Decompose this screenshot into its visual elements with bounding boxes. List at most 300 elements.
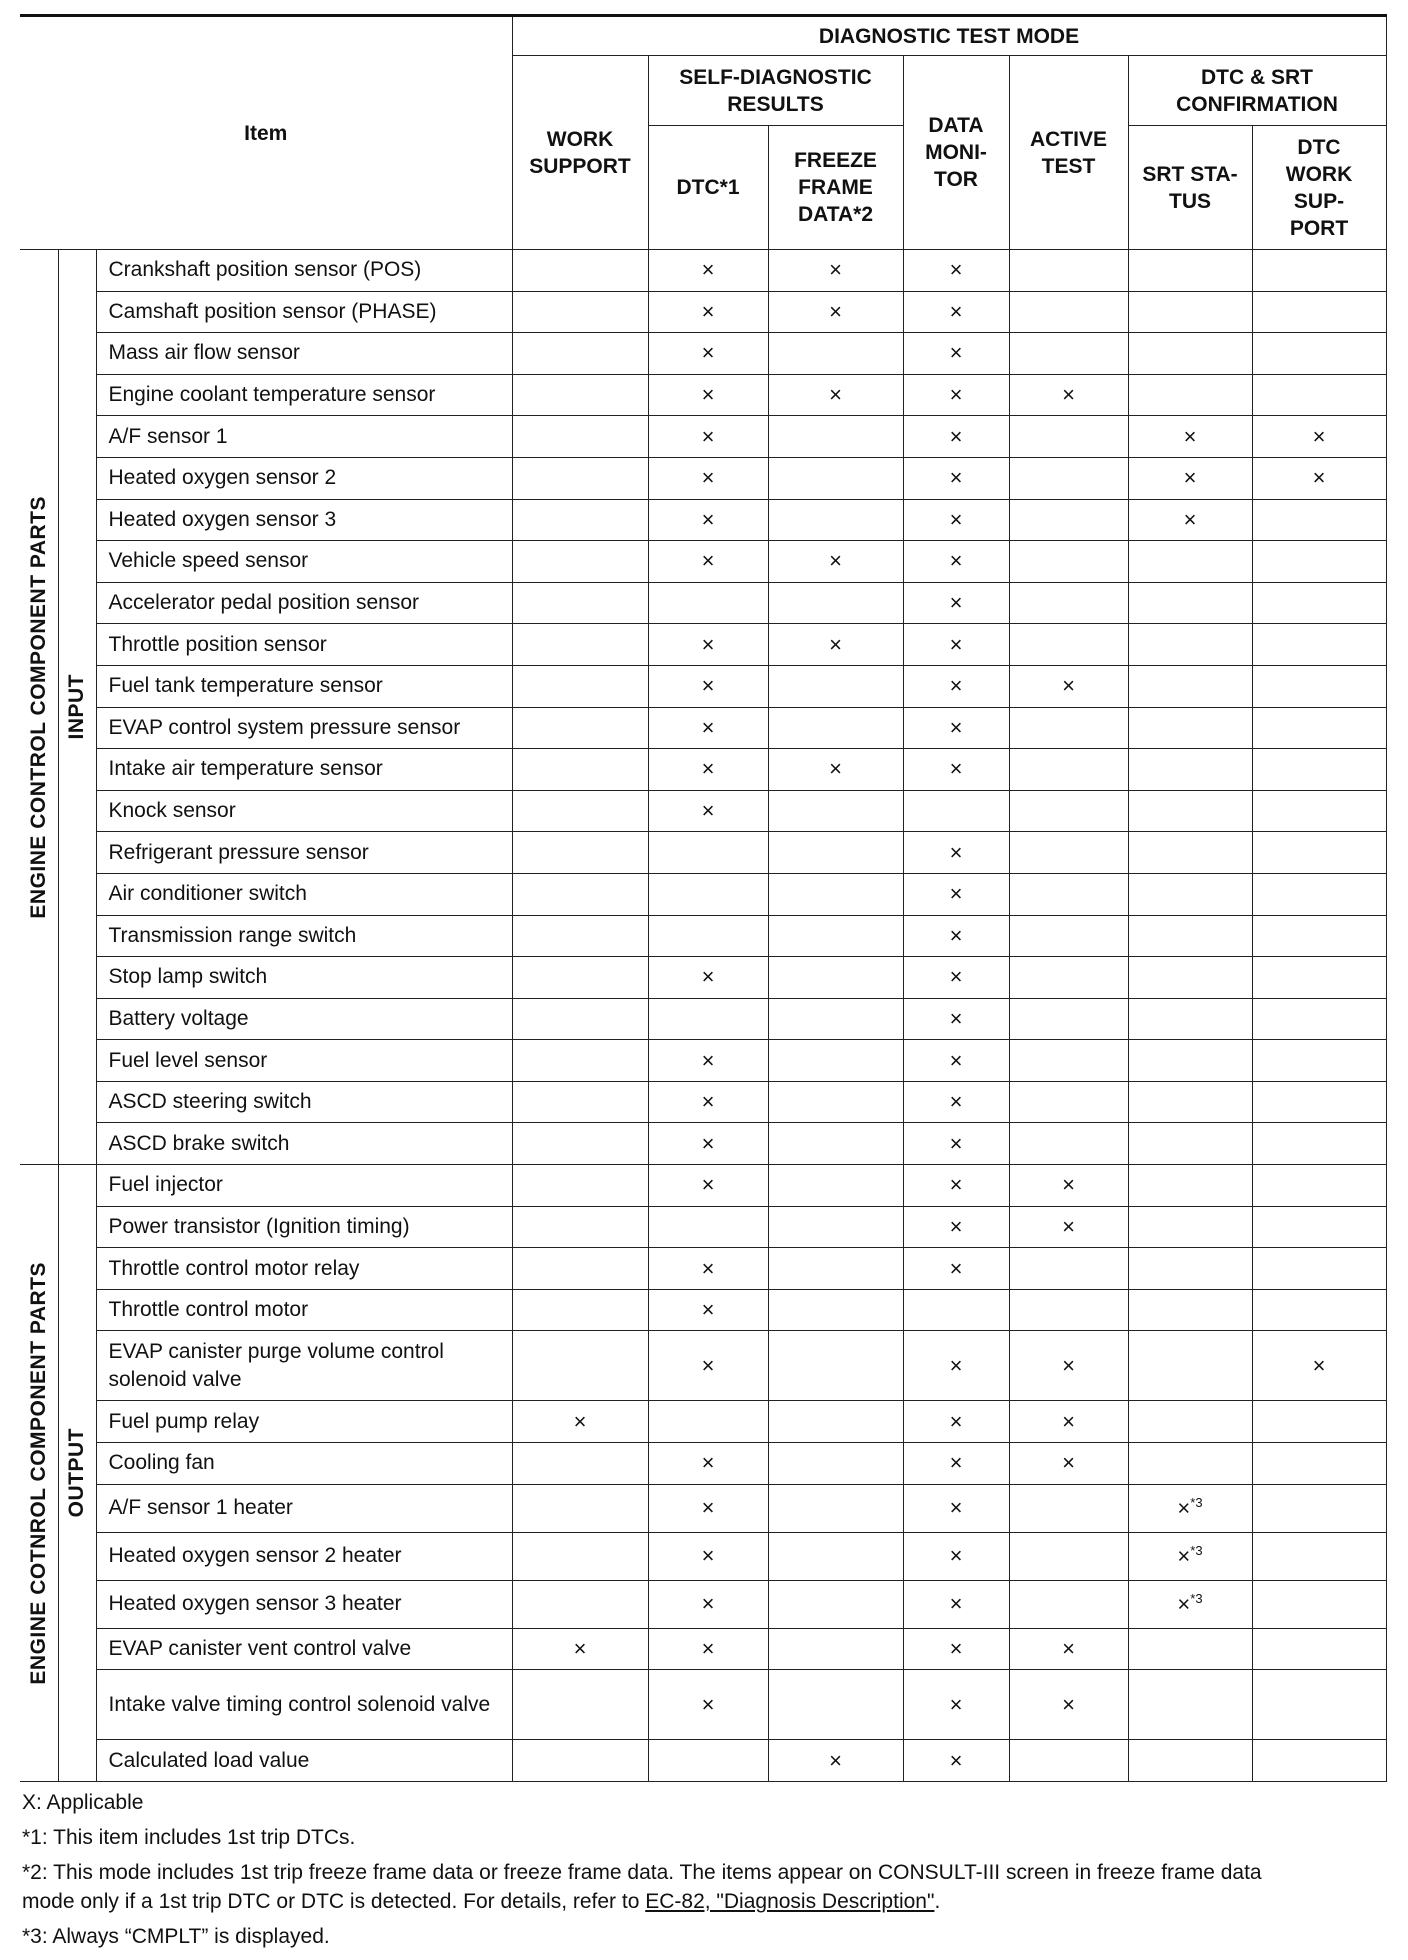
dtc-cell: ×: [648, 665, 768, 707]
active-test-cell: [1009, 624, 1128, 666]
dtc-cell: ×: [648, 1289, 768, 1331]
dtc-cell: [648, 832, 768, 874]
dtc-work-support-cell: [1252, 582, 1386, 624]
freeze-frame-data-cell: [768, 1628, 903, 1670]
data-monitor-cell: ×: [903, 1532, 1009, 1580]
dtc-cell: [648, 582, 768, 624]
data-monitor-cell: ×: [903, 707, 1009, 749]
active-test-cell: [1009, 957, 1128, 999]
active-test-cell: [1009, 291, 1128, 333]
item-name: Calculated load value: [96, 1740, 512, 1782]
data-monitor-cell: ×: [903, 1484, 1009, 1532]
item-name: Accelerator pedal position sensor: [96, 582, 512, 624]
freeze-frame-data-cell: ×: [768, 1740, 903, 1782]
freeze-frame-data-cell: [768, 1401, 903, 1443]
active-test-cell: [1009, 1289, 1128, 1331]
active-test-cell: ×: [1009, 1628, 1128, 1670]
work-support-cell: [512, 873, 648, 915]
note-2: *2: This mode includes 1st trip freeze frame data or freeze frame data. The items appear on CONSULT-III screen in freeze frame data mode only if a 1st trip DTC or DTC is detected. For details, refer to EC-82, "Diagnosis Description".: [22, 1861, 1262, 1913]
dtc-cell: ×: [648, 1532, 768, 1580]
active-test-cell: [1009, 1484, 1128, 1532]
work-support-cell: [512, 499, 648, 541]
active-test-cell: ×: [1009, 1670, 1128, 1740]
freeze-frame-data-cell: [768, 1123, 903, 1165]
item-name: Heated oxygen sensor 3 heater: [96, 1580, 512, 1628]
item-name: Vehicle speed sensor: [96, 541, 512, 583]
dtc-cell: ×: [648, 333, 768, 375]
table-row: [20, 291, 1386, 333]
srt-status-cell: [1128, 291, 1252, 333]
header-dtc: DTC*1: [648, 126, 768, 250]
data-monitor-cell: ×: [903, 1206, 1009, 1248]
srt-status-cell: [1128, 1443, 1252, 1485]
srt-status-cell: ×$^{*3}$: [1128, 1532, 1252, 1580]
active-test-cell: [1009, 416, 1128, 458]
dtc-work-support-cell: [1252, 873, 1386, 915]
subgroup-label: INPUT: [58, 250, 96, 1165]
dtc-work-support-cell: [1252, 1123, 1386, 1165]
dtc-work-support-cell: [1252, 1289, 1386, 1331]
active-test-cell: ×: [1009, 374, 1128, 416]
work-support-cell: [512, 957, 648, 999]
freeze-frame-data-cell: [768, 1040, 903, 1082]
table-row: [20, 1248, 1386, 1290]
freeze-frame-data-cell: [768, 1532, 903, 1580]
item-name: Intake valve timing control solenoid valve: [96, 1670, 512, 1740]
note-applicable: X: Applicable: [22, 1791, 144, 1814]
dtc-cell: ×: [648, 957, 768, 999]
dtc-work-support-cell: [1252, 1165, 1386, 1207]
dtc-cell: ×: [648, 707, 768, 749]
dtc-work-support-cell: [1252, 1740, 1386, 1782]
item-name: Mass air flow sensor: [96, 333, 512, 375]
dtc-work-support-cell: [1252, 832, 1386, 874]
work-support-cell: ×: [512, 1401, 648, 1443]
header-srt-status: SRT STA- TUS: [1128, 126, 1252, 250]
header-dtc-work-support: DTC WORK SUP- PORT: [1252, 126, 1386, 250]
srt-status-cell: [1128, 250, 1252, 292]
srt-status-cell: [1128, 374, 1252, 416]
dtc-cell: [648, 998, 768, 1040]
item-name: Camshaft position sensor (PHASE): [96, 291, 512, 333]
srt-status-cell: [1128, 998, 1252, 1040]
freeze-frame-data-cell: ×: [768, 250, 903, 292]
active-test-cell: [1009, 915, 1128, 957]
dtc-cell: ×: [648, 1248, 768, 1290]
dtc-work-support-cell: [1252, 499, 1386, 541]
table-row: [20, 957, 1386, 999]
freeze-frame-data-cell: [768, 957, 903, 999]
table-row: [20, 1081, 1386, 1123]
dtc-work-support-cell: [1252, 1484, 1386, 1532]
item-name: Heated oxygen sensor 2 heater: [96, 1532, 512, 1580]
table-row: [20, 582, 1386, 624]
group-label: ENGINE CONTROL COMPONENT PARTS: [20, 250, 58, 1165]
dtc-cell: [648, 873, 768, 915]
srt-status-cell: [1128, 665, 1252, 707]
dtc-cell: ×: [648, 291, 768, 333]
active-test-cell: [1009, 1580, 1128, 1628]
dtc-work-support-cell: [1252, 374, 1386, 416]
active-test-cell: ×: [1009, 1401, 1128, 1443]
srt-status-cell: [1128, 873, 1252, 915]
active-test-cell: [1009, 873, 1128, 915]
dtc-cell: ×: [648, 1670, 768, 1740]
dtc-work-support-cell: [1252, 291, 1386, 333]
header-freeze-frame-data: FREEZE FRAME DATA*2: [768, 126, 903, 250]
table-row: [20, 333, 1386, 375]
data-monitor-cell: [903, 1289, 1009, 1331]
table-row: [20, 707, 1386, 749]
table-row: [20, 749, 1386, 791]
table-row: [20, 541, 1386, 583]
dtc-work-support-cell: [1252, 250, 1386, 292]
freeze-frame-data-cell: [768, 1580, 903, 1628]
table-row: [20, 1289, 1386, 1331]
subgroup-label: OUTPUT: [58, 1165, 96, 1782]
dtc-work-support-cell: [1252, 333, 1386, 375]
dtc-cell: ×: [648, 1123, 768, 1165]
data-monitor-cell: ×: [903, 1740, 1009, 1782]
dtc-work-support-cell: [1252, 790, 1386, 832]
data-monitor-cell: ×: [903, 1401, 1009, 1443]
table-row: [20, 1532, 1386, 1580]
work-support-cell: [512, 291, 648, 333]
table-row: [20, 457, 1386, 499]
active-test-cell: [1009, 707, 1128, 749]
item-name: EVAP control system pressure sensor: [96, 707, 512, 749]
table-row: [20, 374, 1386, 416]
work-support-cell: [512, 416, 648, 458]
freeze-frame-data-cell: [768, 1670, 903, 1740]
srt-status-cell: [1128, 790, 1252, 832]
work-support-cell: [512, 1206, 648, 1248]
dtc-cell: ×: [648, 1443, 768, 1485]
srt-status-cell: [1128, 624, 1252, 666]
freeze-frame-data-cell: [768, 582, 903, 624]
data-monitor-cell: ×: [903, 1123, 1009, 1165]
freeze-frame-data-cell: [768, 499, 903, 541]
work-support-cell: [512, 374, 648, 416]
freeze-frame-data-cell: [768, 1443, 903, 1485]
header-diagnostic-test-mode: DIAGNOSTIC TEST MODE: [512, 16, 1386, 56]
work-support-cell: [512, 1289, 648, 1331]
data-monitor-cell: ×: [903, 333, 1009, 375]
freeze-frame-data-cell: [768, 1081, 903, 1123]
data-monitor-cell: ×: [903, 624, 1009, 666]
work-support-cell: [512, 250, 648, 292]
item-name: Stop lamp switch: [96, 957, 512, 999]
dtc-work-support-cell: ×: [1252, 457, 1386, 499]
srt-status-cell: [1128, 1740, 1252, 1782]
srt-status-cell: [1128, 1289, 1252, 1331]
srt-status-cell: [1128, 333, 1252, 375]
dtc-cell: [648, 915, 768, 957]
dtc-work-support-cell: [1252, 1248, 1386, 1290]
srt-status-cell: [1128, 832, 1252, 874]
dtc-cell: ×: [648, 624, 768, 666]
srt-status-cell: ×$^{*3}$: [1128, 1484, 1252, 1532]
freeze-frame-data-cell: [768, 873, 903, 915]
data-monitor-cell: ×: [903, 291, 1009, 333]
work-support-cell: [512, 1331, 648, 1401]
data-monitor-cell: ×: [903, 665, 1009, 707]
dtc-cell: ×: [648, 416, 768, 458]
item-name: Fuel pump relay: [96, 1401, 512, 1443]
srt-status-cell: [1128, 707, 1252, 749]
table-row: [20, 416, 1386, 458]
work-support-cell: ×: [512, 1628, 648, 1670]
item-name: Intake air temperature sensor: [96, 749, 512, 791]
item-name: Refrigerant pressure sensor: [96, 832, 512, 874]
dtc-work-support-cell: [1252, 1206, 1386, 1248]
freeze-frame-data-cell: ×: [768, 749, 903, 791]
item-name: Fuel tank temperature sensor: [96, 665, 512, 707]
data-monitor-cell: ×: [903, 957, 1009, 999]
table-row: [20, 1740, 1386, 1782]
item-name: Engine coolant temperature sensor: [96, 374, 512, 416]
srt-status-cell: [1128, 915, 1252, 957]
item-name: Throttle position sensor: [96, 624, 512, 666]
item-name: Battery voltage: [96, 998, 512, 1040]
work-support-cell: [512, 582, 648, 624]
header-item: Item: [20, 16, 512, 250]
item-name: Throttle control motor: [96, 1289, 512, 1331]
data-monitor-cell: ×: [903, 1165, 1009, 1207]
dtc-cell: ×: [648, 1580, 768, 1628]
dtc-work-support-cell: [1252, 1628, 1386, 1670]
freeze-frame-data-cell: ×: [768, 541, 903, 583]
item-name: Fuel level sensor: [96, 1040, 512, 1082]
active-test-cell: [1009, 749, 1128, 791]
active-test-cell: [1009, 1740, 1128, 1782]
item-name: Fuel injector: [96, 1165, 512, 1207]
dtc-work-support-cell: [1252, 1443, 1386, 1485]
freeze-frame-data-cell: [768, 1331, 903, 1401]
work-support-cell: [512, 790, 648, 832]
table-row: [20, 665, 1386, 707]
header-data-monitor: DATA MONI- TOR: [903, 56, 1009, 250]
freeze-frame-data-cell: [768, 998, 903, 1040]
work-support-cell: [512, 1532, 648, 1580]
dtc-work-support-cell: [1252, 665, 1386, 707]
table-row: [20, 1484, 1386, 1532]
srt-status-cell: [1128, 957, 1252, 999]
freeze-frame-data-cell: [768, 1165, 903, 1207]
dtc-cell: ×: [648, 1165, 768, 1207]
srt-status-cell: [1128, 1040, 1252, 1082]
dtc-work-support-cell: [1252, 624, 1386, 666]
work-support-cell: [512, 1248, 648, 1290]
table-row: [20, 624, 1386, 666]
work-support-cell: [512, 624, 648, 666]
freeze-frame-data-cell: [768, 457, 903, 499]
srt-status-cell: ×$^{*3}$: [1128, 1580, 1252, 1628]
active-test-cell: [1009, 790, 1128, 832]
table-row: [20, 873, 1386, 915]
dtc-work-support-cell: [1252, 541, 1386, 583]
input-group: [20, 250, 1386, 1165]
data-monitor-cell: ×: [903, 1248, 1009, 1290]
table-row: [20, 998, 1386, 1040]
data-monitor-cell: ×: [903, 915, 1009, 957]
table-row: [20, 250, 1386, 292]
active-test-cell: ×: [1009, 1443, 1128, 1485]
dtc-cell: ×: [648, 1040, 768, 1082]
item-name: ASCD brake switch: [96, 1123, 512, 1165]
dtc-cell: [648, 1206, 768, 1248]
srt-status-cell: [1128, 749, 1252, 791]
table-row: [20, 1331, 1386, 1401]
freeze-frame-data-cell: [768, 416, 903, 458]
dtc-work-support-cell: [1252, 1401, 1386, 1443]
table-row: [20, 1628, 1386, 1670]
dtc-work-support-cell: [1252, 915, 1386, 957]
freeze-frame-data-cell: [768, 1484, 903, 1532]
table-row: [20, 832, 1386, 874]
active-test-cell: [1009, 998, 1128, 1040]
dtc-cell: ×: [648, 374, 768, 416]
freeze-frame-data-cell: [768, 790, 903, 832]
freeze-frame-data-cell: [768, 915, 903, 957]
table-row: [20, 1165, 1386, 1207]
work-support-cell: [512, 749, 648, 791]
freeze-frame-data-cell: [768, 1206, 903, 1248]
work-support-cell: [512, 1580, 648, 1628]
srt-status-cell: ×: [1128, 457, 1252, 499]
dtc-work-support-cell: [1252, 957, 1386, 999]
data-monitor-cell: ×: [903, 1331, 1009, 1401]
freeze-frame-data-cell: [768, 832, 903, 874]
header-active-test: ACTIVE TEST: [1009, 56, 1128, 250]
diagnostic-table: [20, 14, 1387, 1782]
freeze-frame-data-cell: [768, 1289, 903, 1331]
active-test-cell: [1009, 1123, 1128, 1165]
dtc-cell: [648, 1401, 768, 1443]
freeze-frame-data-cell: ×: [768, 374, 903, 416]
dtc-cell: ×: [648, 749, 768, 791]
note-3: *3: Always “CMPLT” is displayed.: [22, 1925, 330, 1948]
dtc-cell: ×: [648, 790, 768, 832]
diagnosis-description-link[interactable]: EC-82, "Diagnosis Description": [645, 1890, 935, 1913]
active-test-cell: ×: [1009, 1165, 1128, 1207]
item-name: Heated oxygen sensor 2: [96, 457, 512, 499]
item-name: ASCD steering switch: [96, 1081, 512, 1123]
data-monitor-cell: ×: [903, 749, 1009, 791]
footnotes: [22, 1788, 1392, 1957]
work-support-cell: [512, 1081, 648, 1123]
srt-status-cell: [1128, 1401, 1252, 1443]
srt-status-cell: [1128, 541, 1252, 583]
table-row: [20, 1670, 1386, 1740]
work-support-cell: [512, 1040, 648, 1082]
active-test-cell: [1009, 1532, 1128, 1580]
dtc-work-support-cell: [1252, 749, 1386, 791]
data-monitor-cell: ×: [903, 1628, 1009, 1670]
item-name: EVAP canister purge volume control solenoid valve: [96, 1331, 512, 1401]
dtc-cell: ×: [648, 1081, 768, 1123]
item-name: Cooling fan: [96, 1443, 512, 1485]
data-monitor-cell: ×: [903, 374, 1009, 416]
srt-status-cell: [1128, 1123, 1252, 1165]
data-monitor-cell: ×: [903, 873, 1009, 915]
table-row: [20, 1040, 1386, 1082]
data-monitor-cell: ×: [903, 1081, 1009, 1123]
work-support-cell: [512, 915, 648, 957]
srt-status-cell: [1128, 1165, 1252, 1207]
srt-status-cell: [1128, 1670, 1252, 1740]
data-monitor-cell: ×: [903, 541, 1009, 583]
freeze-frame-data-cell: [768, 707, 903, 749]
data-monitor-cell: [903, 790, 1009, 832]
work-support-cell: [512, 1740, 648, 1782]
dtc-cell: ×: [648, 1484, 768, 1532]
data-monitor-cell: ×: [903, 250, 1009, 292]
active-test-cell: [1009, 499, 1128, 541]
output-group: [20, 1165, 1386, 1782]
dtc-cell: ×: [648, 499, 768, 541]
freeze-frame-data-cell: ×: [768, 291, 903, 333]
table-row: [20, 1206, 1386, 1248]
active-test-cell: [1009, 541, 1128, 583]
data-monitor-cell: ×: [903, 832, 1009, 874]
dtc-work-support-cell: [1252, 998, 1386, 1040]
work-support-cell: [512, 1165, 648, 1207]
dtc-work-support-cell: [1252, 1040, 1386, 1082]
table-header: [20, 16, 1386, 250]
active-test-cell: [1009, 1040, 1128, 1082]
group-label: ENGINE COTNROL COMPONENT PARTS: [20, 1165, 58, 1782]
work-support-cell: [512, 998, 648, 1040]
data-monitor-cell: ×: [903, 457, 1009, 499]
freeze-frame-data-cell: ×: [768, 624, 903, 666]
srt-status-cell: [1128, 1628, 1252, 1670]
srt-status-cell: [1128, 1206, 1252, 1248]
item-name: Power transistor (Ignition timing): [96, 1206, 512, 1248]
work-support-cell: [512, 333, 648, 375]
item-name: A/F sensor 1: [96, 416, 512, 458]
active-test-cell: [1009, 832, 1128, 874]
dtc-work-support-cell: [1252, 1580, 1386, 1628]
data-monitor-cell: ×: [903, 998, 1009, 1040]
data-monitor-cell: ×: [903, 1040, 1009, 1082]
work-support-cell: [512, 1123, 648, 1165]
header-work-support: WORK SUPPORT: [512, 56, 648, 250]
work-support-cell: [512, 832, 648, 874]
active-test-cell: [1009, 1248, 1128, 1290]
item-name: Throttle control motor relay: [96, 1248, 512, 1290]
data-monitor-cell: ×: [903, 416, 1009, 458]
dtc-cell: ×: [648, 1628, 768, 1670]
data-monitor-cell: ×: [903, 499, 1009, 541]
active-test-cell: [1009, 250, 1128, 292]
srt-status-cell: [1128, 1081, 1252, 1123]
table-row: [20, 915, 1386, 957]
item-name: Heated oxygen sensor 3: [96, 499, 512, 541]
srt-status-cell: ×: [1128, 499, 1252, 541]
active-test-cell: ×: [1009, 1331, 1128, 1401]
data-monitor-cell: ×: [903, 582, 1009, 624]
table-row: [20, 1580, 1386, 1628]
dtc-work-support-cell: ×: [1252, 416, 1386, 458]
active-test-cell: ×: [1009, 665, 1128, 707]
note-1: *1: This item includes 1st trip DTCs.: [22, 1826, 356, 1849]
work-support-cell: [512, 1670, 648, 1740]
active-test-cell: [1009, 457, 1128, 499]
work-support-cell: [512, 1443, 648, 1485]
dtc-work-support-cell: ×: [1252, 1331, 1386, 1401]
freeze-frame-data-cell: [768, 333, 903, 375]
